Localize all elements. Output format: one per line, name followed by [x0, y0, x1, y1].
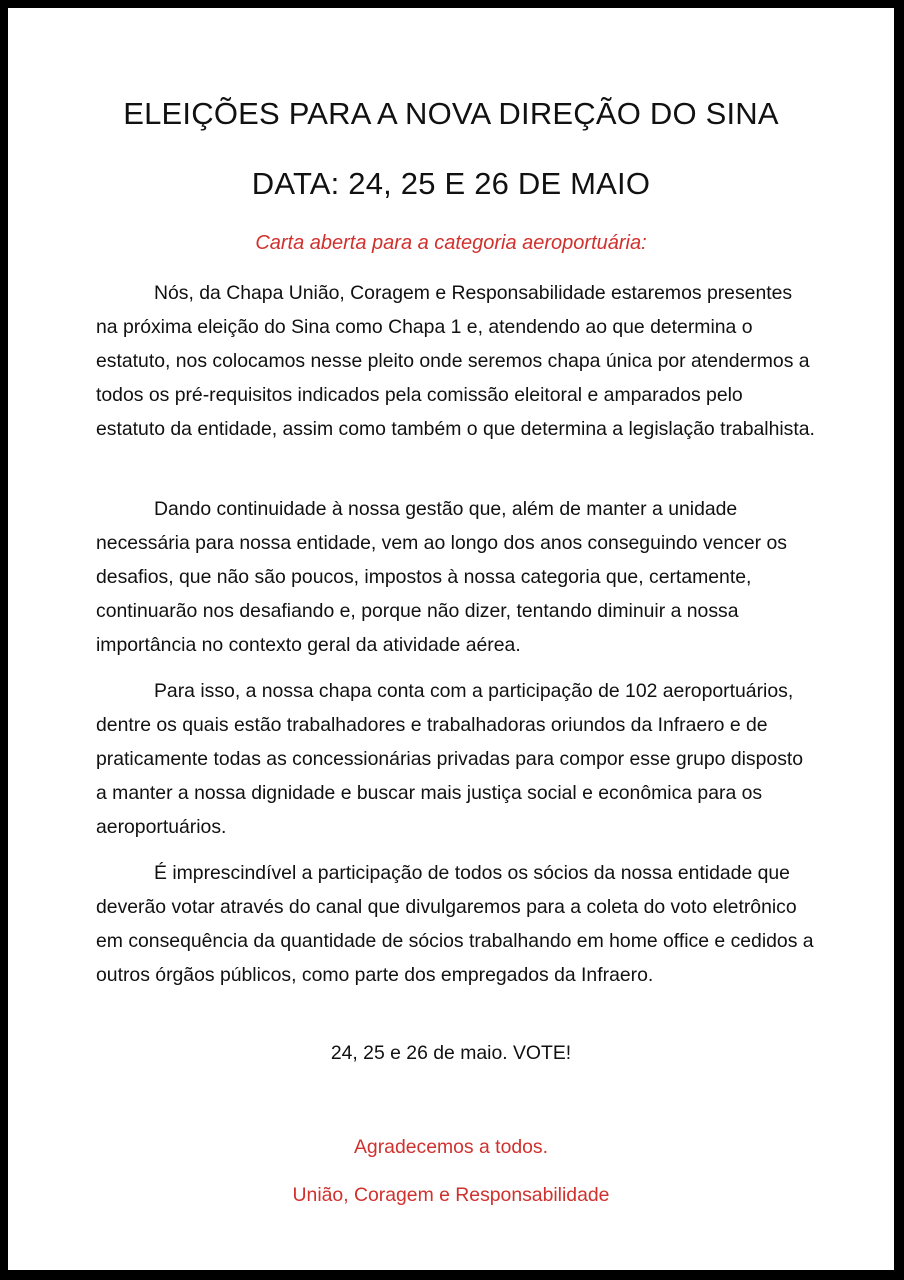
- paragraph-3: Para isso, a nossa chapa conta com a participação de 102 aeroportuários, dentre os quais estão trabalhadores e trabalhadoras oriundos da Infraero e de praticamente todas as concessionárias privadas para compor esse grupo disposto a manter a nossa dignidade e buscar mais justiça social e econômica para os aeroportuários.: [96, 680, 804, 838]
- title-line-1: ELEIÇÕES PARA A NOVA DIREÇÃO DO SINA: [123, 96, 779, 131]
- paragraph-2: Dando continuidade à nossa gestão que, além de manter a unidade necessária para nossa entidade, vem ao longo dos anos conseguindo vencer os desafios, que não são poucos, impostos à nossa categoria que, certamente, continuarão nos desafiando e, porque não dizer, tentando diminuir a nossa importância no contexto geral da atividade aérea.: [96, 498, 787, 656]
- title-line-2-date: DATA: 24, 25 E 26 DE MAIO: [251, 166, 651, 201]
- closing-signature: União, Coragem e Responsabilidade: [292, 1184, 610, 1206]
- paragraph-1: Nós, da Chapa União, Coragem e Responsabilidade estaremos presentes na próxima eleição do Sina como Chapa 1 e, atendendo ao que determina o estatuto, nos colocamos nesse pleito onde seremos chapa única por atendermos a todos os pré-requisitos indicados pela comissão eleitoral e amparados pelo estatuto da entidade, assim como também o que determina a legislação trabalhista.: [96, 282, 815, 440]
- document-page: [8, 8, 894, 1270]
- vote-line: 24, 25 e 26 de maio. VOTE!: [330, 1042, 572, 1064]
- letter-subtitle: Carta aberta para a categoria aeroportuária:: [255, 232, 647, 254]
- paragraph-4: É imprescindível a participação de todos os sócios da nossa entidade que deverão votar através do canal que divulgaremos para a coleta do voto eletrônico em consequência da quantidade de sócios trabalhando em home office e cedidos a outros órgãos públicos, como parte dos empregados da Infraero.: [96, 862, 814, 986]
- closing-thanks: Agradecemos a todos.: [353, 1136, 549, 1158]
